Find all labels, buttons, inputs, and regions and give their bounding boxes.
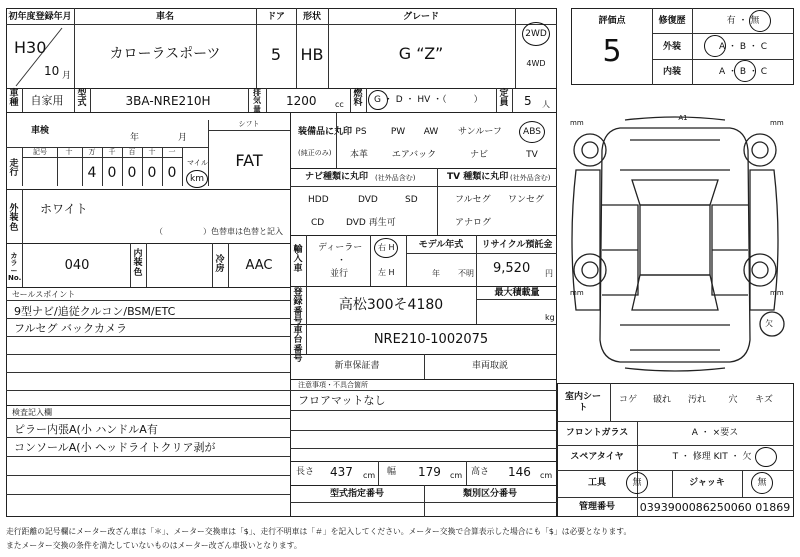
seat-koge: コゲ	[618, 395, 638, 405]
mm-label: mm	[570, 289, 584, 297]
interior-color-label: 内装色	[133, 249, 143, 278]
color-value: ホワイト	[40, 202, 88, 216]
management-number: 0393900086250060 01869	[639, 501, 791, 514]
equip-ps: PS	[355, 127, 367, 137]
navi-dvd-play: DVD 再生可	[346, 218, 396, 228]
exterior-a-circle	[704, 35, 726, 57]
footnote-line1: 走行距離の記号欄にメーター改ざん車は「＊」、メーター交換車は「$」、走行不明車は「＃」を記入してください。メーター交換で合算表示した場合にも「$」は必要となります。	[6, 527, 632, 536]
height-label: 高さ	[471, 467, 490, 477]
equip-pw: PW	[390, 127, 406, 137]
tools-value: 無	[632, 478, 642, 488]
mileage-digit: 0	[167, 165, 177, 181]
jack-value: 無	[757, 478, 767, 488]
seat-scratch: キズ	[755, 395, 773, 405]
mileage-digit: 0	[107, 165, 117, 181]
width-value: 179	[418, 465, 441, 479]
mileage-label: 走行	[9, 159, 19, 179]
tools-none-circle	[626, 472, 648, 494]
interior-b-circle	[734, 60, 756, 82]
class-number-label: 類別区分番号	[462, 489, 518, 499]
model-year-unit: 年	[432, 269, 440, 278]
spare-missing-circle	[755, 447, 777, 467]
mark-kizu: 欠	[765, 319, 773, 328]
recycle-label: リサイクル預託金	[481, 240, 553, 250]
color-no-label: カラーNo.	[8, 252, 22, 283]
shape-value: HB	[300, 45, 324, 64]
recycle-value: 9,520	[493, 261, 531, 276]
equip-tv: TV	[526, 150, 538, 160]
tv-oneseg: ワンセグ	[508, 195, 545, 205]
tv-label: TV 種類に丸印	[447, 172, 509, 182]
repair-label: 修復歴	[658, 16, 686, 26]
navi-label: ナビ種類に丸印	[305, 172, 369, 182]
car-name: カローラスポーツ	[109, 46, 221, 62]
management-label: 管理番号	[578, 502, 616, 512]
reg-month-unit: 月	[62, 71, 72, 81]
windshield-label: フロントガラス	[565, 428, 629, 438]
exterior-options: A ・ B ・ C	[718, 42, 768, 52]
recycle-yen: 円	[545, 269, 553, 278]
max-load-kg: kg	[545, 313, 555, 322]
height-cm: cm	[540, 471, 553, 480]
import-left-h: 左 H	[378, 268, 395, 277]
car-outline-icon	[560, 110, 794, 372]
spare-label: スペアタイヤ	[570, 452, 624, 462]
chassis-label: 車台番号	[293, 326, 303, 365]
navi-cd: CD	[311, 218, 325, 228]
max-load-label: 最大積載量	[494, 288, 540, 298]
shift-label: シフト	[238, 120, 260, 128]
chassis-number: NRE210-1002075	[373, 332, 489, 347]
mileage-col-sen: 千	[108, 148, 116, 156]
doors-label: ドア	[267, 12, 285, 22]
capacity-unit: 人	[542, 100, 550, 109]
mileage-col-man: 万	[88, 148, 96, 156]
color-note: （ ）色替車は色替と記入	[155, 227, 283, 236]
height-value: 146	[508, 465, 531, 479]
spare-options: T ・ 修理 KIT ・ 欠	[672, 452, 752, 462]
navi-hdd: HDD	[308, 195, 329, 205]
disp-label: 排気量	[253, 88, 261, 114]
equip-sunroof: サンルーフ	[458, 127, 502, 137]
shift-value: FAT	[235, 151, 263, 170]
seat-label: 室内シート	[564, 392, 601, 413]
interior-options: A ・ B ・ C	[718, 67, 768, 77]
notes-label: 注意事項・不具合箇所	[298, 381, 368, 389]
fuel-label: 燃料	[353, 89, 363, 109]
notes-value: フロアマットなし	[298, 394, 386, 407]
equip-airbag: エアバック	[391, 150, 437, 160]
equip-navi: ナビ	[469, 150, 489, 160]
footnote-line2: またメーター交換の条件を満たしていないものはメーター改ざん車扱いとなります。	[6, 541, 302, 550]
import-dot: ・	[337, 256, 347, 266]
mileage-col-ten: 十	[65, 148, 73, 156]
reg-month: 10	[44, 64, 60, 78]
seat-hole: 穴	[728, 395, 738, 405]
inspector-line: ピラー内張A(小 ハンドルA有	[14, 423, 158, 436]
mark-a1: A1	[678, 114, 688, 122]
seat-tear: 破れ	[652, 395, 672, 405]
seat-dirt: 汚れ	[687, 395, 707, 405]
length-value: 437	[330, 465, 353, 479]
mm-label: mm	[770, 119, 784, 127]
length-cm: cm	[363, 471, 376, 480]
equip-aw: AW	[423, 127, 439, 137]
model-code: 3BA-NRE210H	[125, 94, 211, 108]
damage-diagram	[560, 110, 794, 372]
import-label: 輸入車	[293, 245, 303, 274]
inspection-year: 年	[130, 133, 140, 143]
displacement: 1200	[286, 94, 317, 108]
type-designation-label: 型式指定番号	[329, 489, 385, 499]
mileage-col-juu: 十	[148, 148, 156, 156]
drive-4wd: 4WD	[526, 59, 546, 68]
mm-label: mm	[770, 289, 784, 297]
cc-unit: cc	[335, 100, 344, 109]
inspector-label: 検査記入欄	[12, 408, 52, 417]
sales-point-line: フルセグ バックカメラ	[14, 322, 128, 335]
fuel-options: G ・ D ・ HV ・（ ）	[374, 95, 483, 105]
equipment-label: 装備品に丸印	[298, 127, 353, 137]
inspector-line: コンソールA(小 ヘッドライトクリア剥が	[14, 441, 216, 454]
tv-fullseg: フルセグ	[455, 195, 491, 205]
equip-abs: ABS	[523, 127, 541, 137]
width-cm: cm	[450, 471, 463, 480]
mileage-col-symbol: 記号	[33, 148, 47, 156]
jack-none-circle	[751, 472, 773, 494]
doors-value: 5	[270, 45, 282, 64]
mileage-col-hyaku: 百	[128, 148, 136, 156]
equip-leather: 本革	[349, 150, 369, 160]
color-label: 外装色	[9, 204, 19, 233]
warranty-manual: 車両取説	[471, 361, 509, 371]
import-parallel: 並行	[330, 269, 349, 279]
ac-label: 冷房	[215, 255, 225, 275]
grade-value: G “Z”	[398, 44, 444, 63]
mile-label: マイル	[187, 159, 208, 167]
sales-point-line: 9型ナビ/追従クルコン/BSM/ETC	[14, 305, 176, 318]
use-value: 自家用	[30, 94, 64, 107]
grade-label: グレード	[402, 12, 440, 22]
jack-label: ジャッキ	[689, 478, 725, 488]
capacity: 5	[524, 94, 532, 108]
repair-none-circle	[749, 10, 771, 32]
navi-dvd: DVD	[358, 195, 378, 205]
era-year: H30	[14, 38, 47, 57]
import-right-h: 右 H	[378, 243, 395, 252]
score-value: 5	[602, 34, 622, 69]
shape-label: 形状	[302, 12, 322, 22]
exterior-label: 外装	[662, 42, 682, 52]
interior-label: 内装	[662, 67, 682, 77]
car-name-label: 車名	[155, 12, 175, 22]
navi-sd: SD	[405, 195, 418, 205]
repair-options: 有 ・ 無	[726, 16, 760, 26]
mileage-col-ichi: 一	[168, 148, 176, 156]
model-year-unknown: 不明	[458, 269, 474, 278]
warranty-book: 新車保証書	[334, 361, 380, 371]
length-label: 長さ	[296, 467, 315, 477]
model-year-label: モデル年式	[418, 240, 464, 250]
mileage-digit: 4	[87, 165, 97, 181]
tv-sub: (社外品含む)	[510, 174, 551, 182]
import-dealer: ディーラー	[318, 243, 363, 253]
type-label: 型式	[77, 89, 87, 109]
equipment-sublabel: (純正のみ)	[298, 149, 332, 157]
tools-label: 工具	[587, 478, 607, 488]
ac-value: AAC	[245, 258, 273, 273]
drive-2wd: 2WD	[525, 29, 547, 39]
first-reg-label: 初年度登録年月	[8, 12, 72, 22]
mileage-digit: 0	[147, 165, 157, 181]
inspection-month: 月	[178, 133, 188, 143]
mileage-digit: 0	[127, 165, 137, 181]
navi-sub: (社外品含む)	[375, 174, 416, 182]
use-label: 車種	[9, 89, 19, 109]
inspection-label: 車検	[30, 126, 50, 136]
registration-plate: 高松300そ4180	[338, 297, 444, 313]
windshield-options: A ・ ×要ス	[691, 428, 739, 438]
registration-label: 登録番号	[293, 288, 303, 327]
sales-point-label: セールスポイント	[12, 290, 76, 299]
width-label: 幅	[387, 467, 397, 477]
capacity-label: 定員	[499, 89, 509, 109]
tv-analog: アナログ	[455, 218, 492, 228]
km-label: km	[190, 174, 204, 184]
mm-label: mm	[570, 119, 584, 127]
color-no-value: 040	[64, 258, 90, 273]
score-label: 評価点	[598, 16, 626, 26]
